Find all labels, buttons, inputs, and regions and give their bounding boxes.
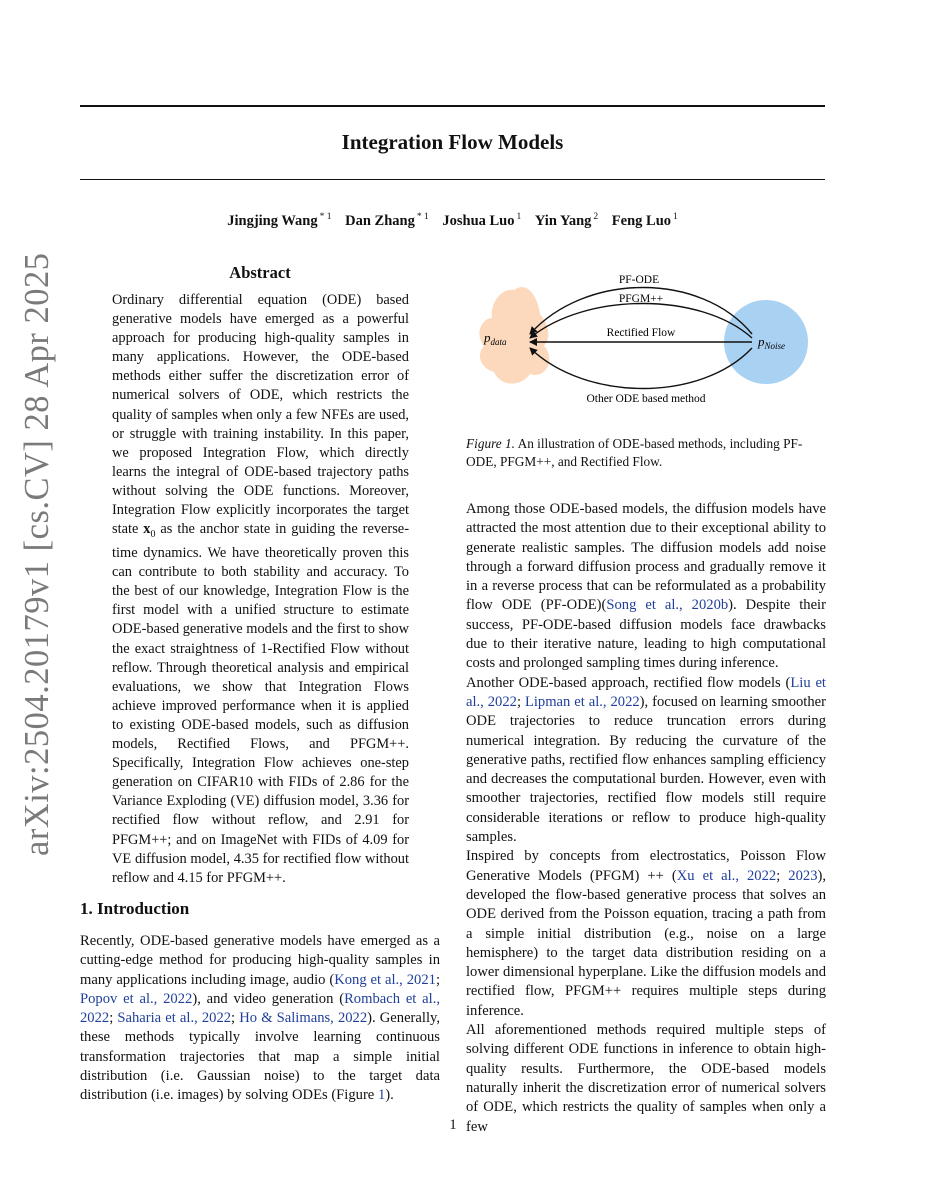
citation-link[interactable]: Liu et al., 2022 <box>466 674 826 710</box>
label-pfgm: PFGM++ <box>618 293 664 305</box>
citation-link[interactable]: Lipman et al., 2022 <box>524 693 640 710</box>
other-ode-arrow <box>530 348 752 389</box>
citation-link[interactable]: 2023 <box>788 867 818 884</box>
label-p-noise: $p_{Noise}$ <box>758 334 786 351</box>
author: Yin Yang $^2$ <box>534 212 599 229</box>
arxiv-identifier: arXiv:2504.20179v1 [cs.CV] 28 Apr 2025 <box>18 252 56 856</box>
citation-link[interactable]: Song et al., 2020b <box>606 597 729 614</box>
page-number: 1 <box>449 1117 457 1133</box>
introduction-paragraph: Recently, ODE-based generative models have emerged as a cutting-edge method for producing high-quality samples in many applications including image, audio (Kong et al., 2021; Popov et al., 2022), and video generation (Rombach et al., 2022; Saharia et al., 2022; Ho & Salimans, 2022). Generally, these methods typically involve learning continuous transformation trajectories that map a simple initial distribution (i.e. Gaussian noise) to the target data distribution (i.e. images) by solving ODEs (Figure 1). <box>80 933 441 1104</box>
top-rule <box>80 105 825 107</box>
abstract-body: Ordinary differential equation (ODE) based generative models have emerged as a powerful approach for producing high-quality samples in many applications. However, the ODE-based methods either suffer the discretization error of numerical solvers of ODE, which restricts the quality of samples when only a few NFEs are used, or struggle with training instability. In this paper, we proposed Integration Flow, which directly learns the integral of ODE-based trajectory paths without solving the ODE functions. Moreover, Integration Flow explicitly incorporates the target state $x_0$ as the anchor state in guiding the reverse-time dynamics. We have theoretically proven this can contribute to both stability and accuracy. To the best of our knowledge, Integration Flow is the first model with a unified structure to estimate ODE-based generative models and the first to show the exact straightness of 1-Rectified Flow without reflow. Through theoretical analysis and empirical evaluations, we show that Integration Flows achieve improved performance when it is applied to existing ODE-based models, such as diffusion models, Rectified Flows, and PFGM++. Specifically, Integration Flow achieves one-step generation on CIFAR10 with FIDs of 2.86 for the Variance Exploding (VE) diffusion model, 3.36 for rectified flow without reflow, and 2.91 for PFGM++; and on ImageNet with FIDs of 4.09 for VE diffusion model, 4.35 for rectified flow without reflow and 4.15 for PFGM++. <box>112 292 409 886</box>
paper-title: Integration Flow Models <box>341 130 564 154</box>
introduction-heading: 1. Introduction <box>80 899 190 918</box>
ode-methods-diagram <box>466 262 826 412</box>
author: Jingjing Wang $^{* 1}$ <box>227 212 332 229</box>
citation-link[interactable]: Xu et al., 2022 <box>676 867 777 884</box>
right-column-body <box>466 500 826 1137</box>
label-rectified-flow: Rectified Flow <box>606 327 676 339</box>
title-bottom-rule <box>80 179 825 180</box>
author: Feng Luo $^1$ <box>611 212 678 229</box>
author: Joshua Luo $^1$ <box>442 212 522 229</box>
abstract-heading: Abstract <box>229 263 291 282</box>
author: Dan Zhang $^{* 1}$ <box>345 212 429 229</box>
paragraph-aforementioned-methods: All aforementioned methods required multiple steps of solving different ODE functions in inference to obtain high-quality results. Furthermore, the ODE-based models naturally inherit the discretization error of numerical solvers of ODE, which restricts the quality of samples when only a few <box>466 1022 826 1135</box>
figure-1 <box>466 262 826 412</box>
figure-reference-link[interactable]: 1 <box>377 1087 386 1104</box>
citation-link[interactable]: Saharia et al., 2022 <box>117 1010 232 1027</box>
label-pf-ode: PF-ODE <box>618 274 660 286</box>
figure-1-caption: Figure 1. An illustration of ODE-based methods, including PF-ODE, PFGM++, and Rectified Flow. <box>466 436 803 469</box>
citation-link[interactable]: Popov et al., 2022 <box>80 990 193 1007</box>
paragraph-diffusion-models: Among those ODE-based models, the diffusion models have attracted the most attention due to their exceptional ability to generate realistic samples. The diffusion models add noise through a forward diffusion process and gradually remove it in a reverse process that can be reformulated as a probability flow ODE (PF-ODE)(Song et al., 2020b). Despite their success, PF-ODE-based diffusion models face drawbacks due to their iterative nature, leading to high computational costs and prolonged sampling times during inference. <box>466 501 826 672</box>
label-p-data: $p_{data}$ <box>484 330 507 347</box>
state-symbol: x <box>143 521 151 538</box>
citation-link[interactable]: Kong et al., 2021 <box>334 971 436 988</box>
label-other-ode: Other ODE based method <box>586 393 706 405</box>
paragraph-rectified-flow: Another ODE-based approach, rectified flow models (Liu et al., 2022; Lipman et al., 2022), focused on learning smoother ODE trajectories to reduce truncation errors during numerical integration. By reducing the curvature of the generative paths, rectified flow enhances sampling efficiency and decreases the computational burden. However, even with smoother trajectories, rectified flow models still require considerable iterations or reflow to produce high-quality samples. <box>466 674 826 846</box>
author-list <box>80 212 825 230</box>
citation-link[interactable]: Rombach et al., 2022 <box>80 990 440 1027</box>
paragraph-pfgm: Inspired by concepts from electrostatics, Poisson Flow Generative Models (PFGM) ++ (Xu et al., 2022; 2023), developed the flow-based generative process that solves an ODE derived from the Poisson equation, tracing a path from a simple initial distribution (e.g., noise on a large hemisphere) to the target data distribution residing on a lower dimensional hyperplane. Like the diffusion models and rectified flow, PFGM++ requires multiple steps during inference. <box>466 848 826 1019</box>
citation-link[interactable]: Ho & Salimans, 2022 <box>239 1010 368 1027</box>
